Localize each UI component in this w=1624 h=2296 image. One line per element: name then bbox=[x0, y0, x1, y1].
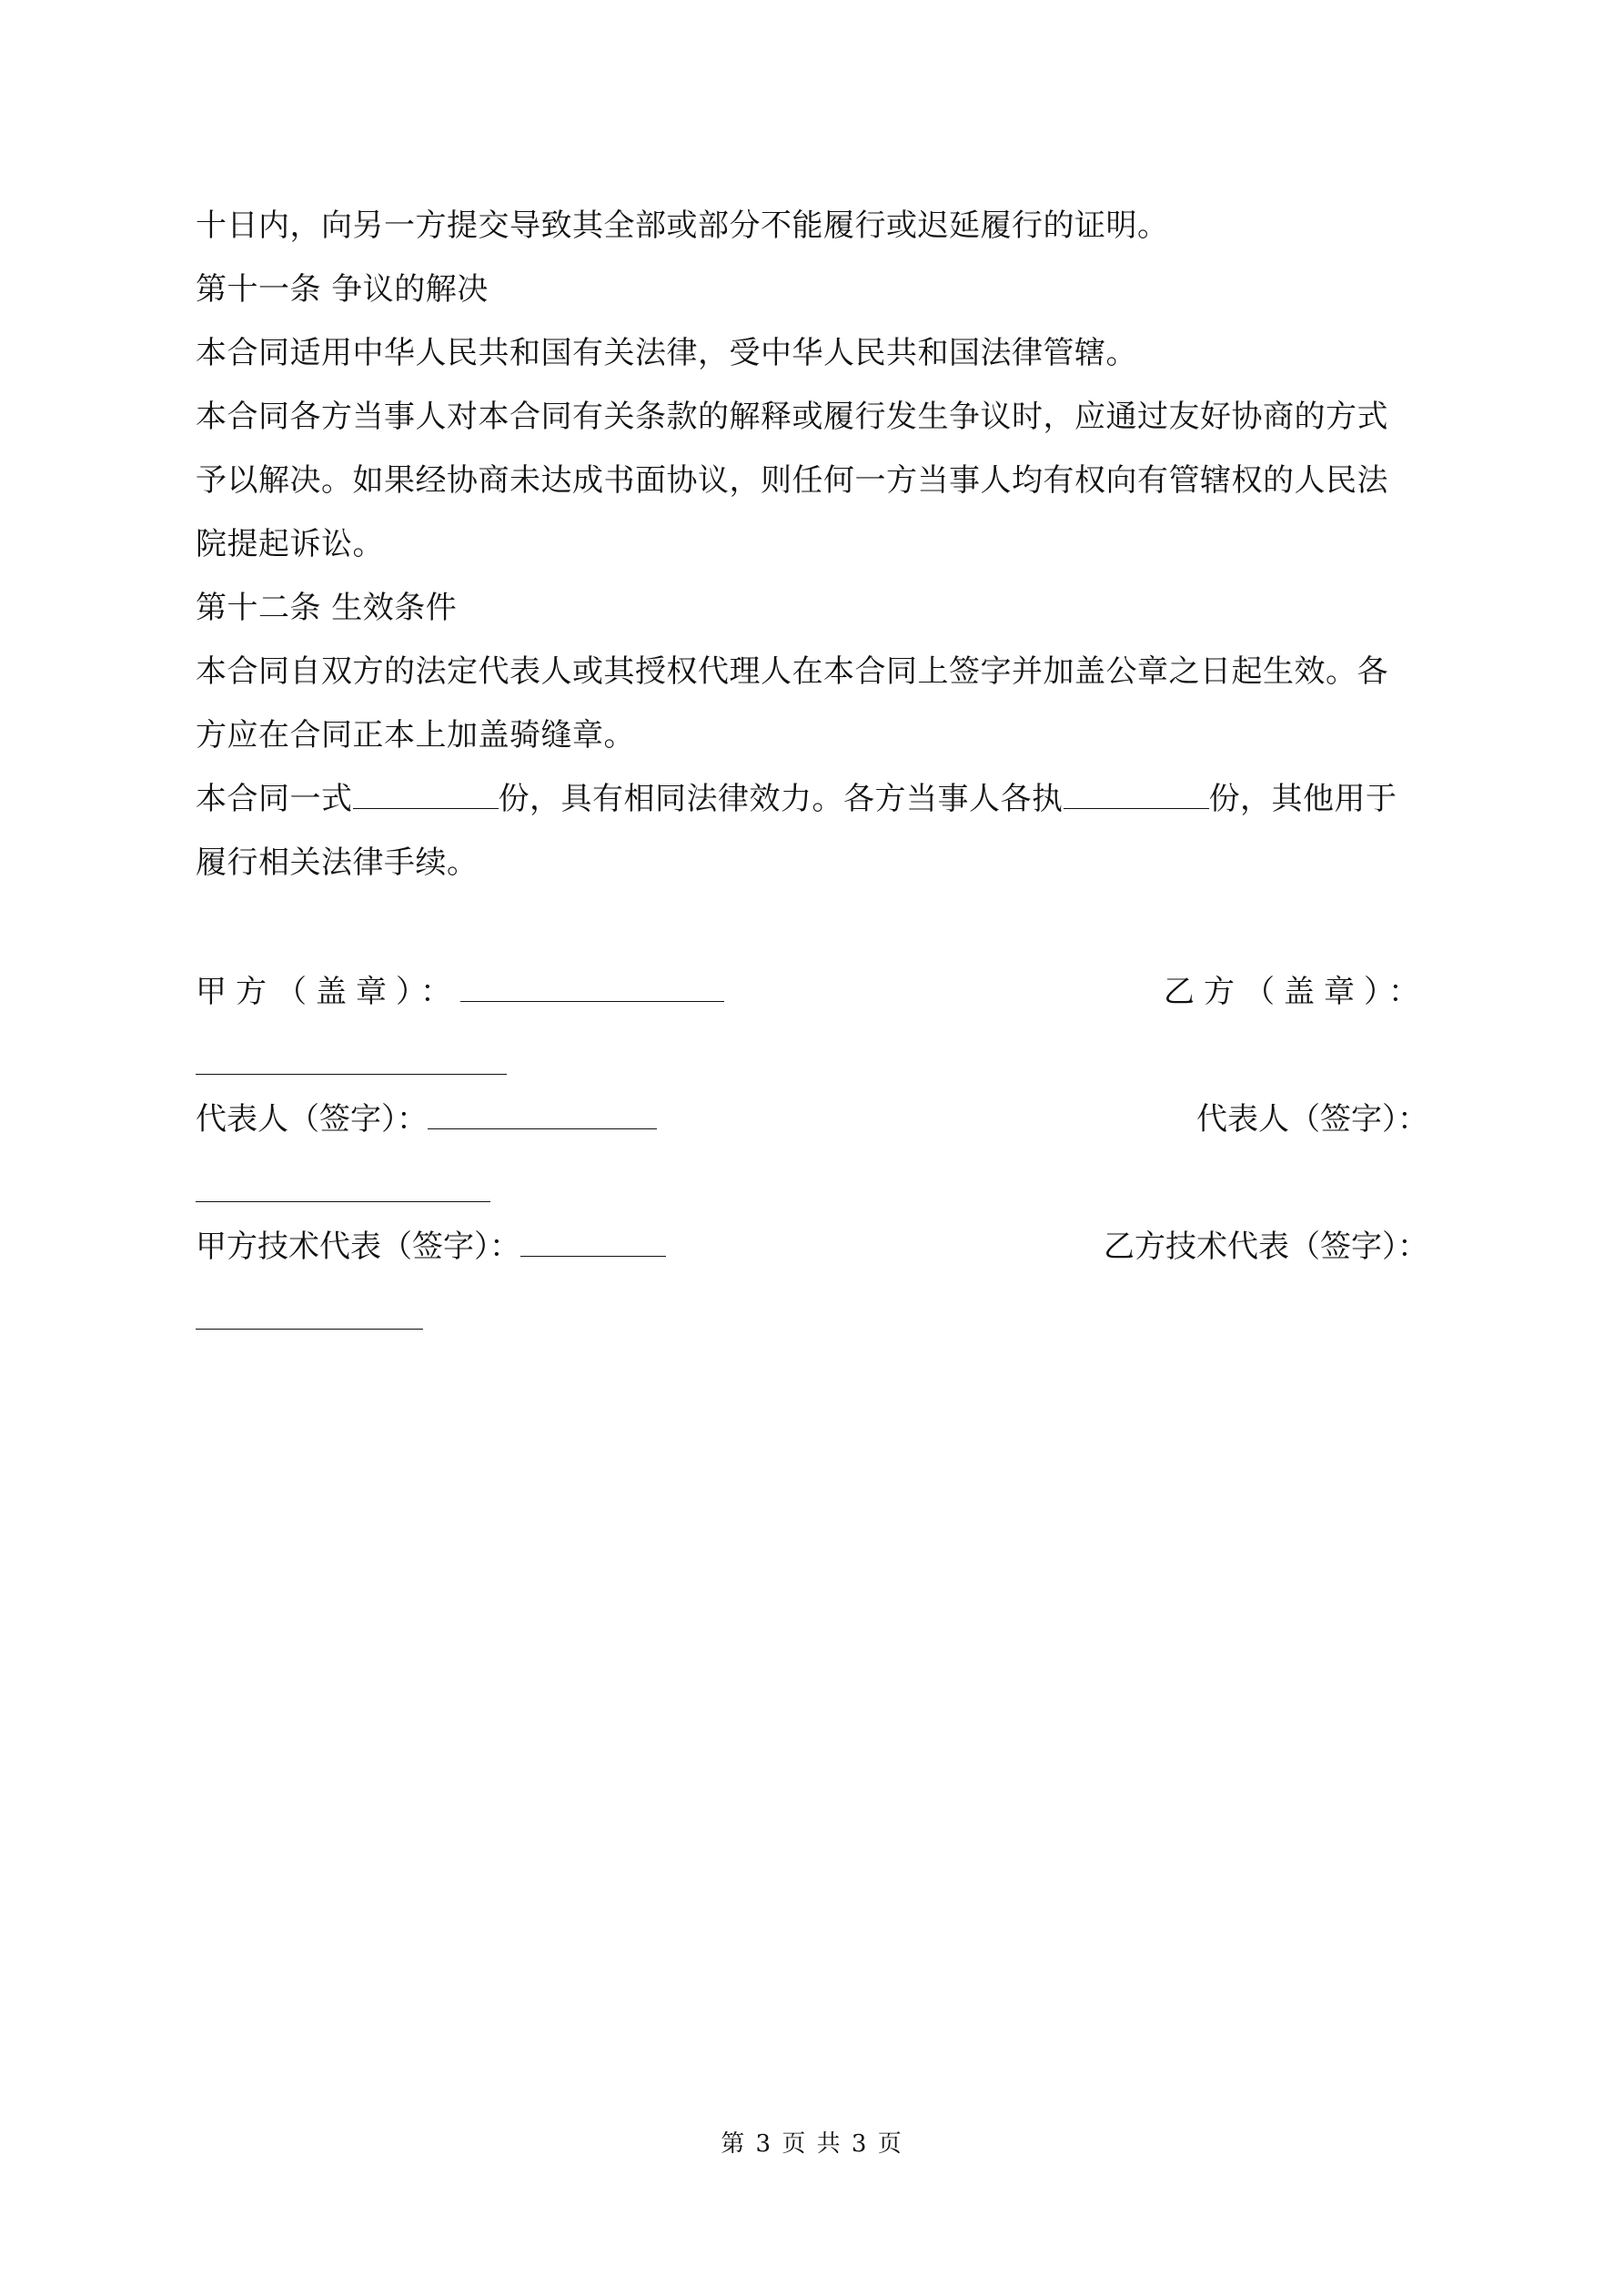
copies-text-c: 份，其他用于 bbox=[1208, 781, 1397, 817]
copies-count-blank[interactable] bbox=[353, 781, 499, 809]
party-a-seal-label: 甲方（盖章）： bbox=[196, 974, 460, 1010]
party-b-seal-blank[interactable] bbox=[196, 1074, 507, 1075]
tech-b-blank[interactable] bbox=[196, 1329, 423, 1330]
copies-line bbox=[196, 781, 1397, 817]
representative-row bbox=[196, 1099, 1428, 1139]
rep-a-blank[interactable] bbox=[428, 1101, 657, 1129]
copies-text-b: 份，具有相同法律效力。各方当事人各执 bbox=[498, 781, 1064, 817]
page-number: 第 3 页 共 3 页 bbox=[721, 2130, 903, 2158]
copies-each-blank[interactable] bbox=[1064, 781, 1209, 809]
tech-rep-row bbox=[196, 1227, 1428, 1267]
tech-a-label: 甲方技术代表（签字）： bbox=[196, 1229, 520, 1265]
rep-b-blank[interactable] bbox=[196, 1201, 490, 1202]
rep-a bbox=[196, 1099, 657, 1139]
tech-a-blank[interactable] bbox=[520, 1229, 666, 1257]
tech-a bbox=[196, 1227, 666, 1267]
copies-text-a: 本合同一式 bbox=[196, 781, 353, 817]
party-b-seal-label: 乙方（盖章）： bbox=[1164, 974, 1428, 1010]
party-a-seal-blank[interactable] bbox=[460, 974, 724, 1002]
article-12-title: 第十二条 生效条件 bbox=[196, 590, 458, 626]
rep-a-label: 代表人（签字）： bbox=[196, 1101, 428, 1138]
paragraph-line: 履行相关法律手续。 bbox=[196, 845, 479, 881]
paragraph-line: 十日内，向另一方提交导致其全部或部分不能履行或迟延履行的证明。 bbox=[196, 207, 1169, 244]
rep-b-label: 代表人（签字）： bbox=[1196, 1101, 1428, 1138]
paragraph-line: 方应在合同正本上加盖骑缝章。 bbox=[196, 717, 635, 754]
paragraph-line: 予以解决。如果经协商未达成书面协议，则任何一方当事人均有权向有管辖权的人民法 bbox=[196, 462, 1388, 499]
seal-row bbox=[196, 972, 1428, 1012]
article-11-title: 第十一条 争议的解决 bbox=[196, 271, 489, 308]
paragraph-line: 本合同各方当事人对本合同有关条款的解释或履行发生争议时，应通过友好协商的方式 bbox=[196, 399, 1388, 435]
paragraph-line: 本合同适用中华人民共和国有关法律，受中华人民共和国法律管辖。 bbox=[196, 335, 1137, 371]
party-a-seal bbox=[196, 972, 724, 1012]
tech-b-label: 乙方技术代表（签字）： bbox=[1104, 1229, 1428, 1265]
paragraph-line: 本合同自双方的法定代表人或其授权代理人在本合同上签字并加盖公章之日起生效。各 bbox=[196, 653, 1388, 690]
paragraph-line: 院提起诉讼。 bbox=[196, 526, 384, 562]
